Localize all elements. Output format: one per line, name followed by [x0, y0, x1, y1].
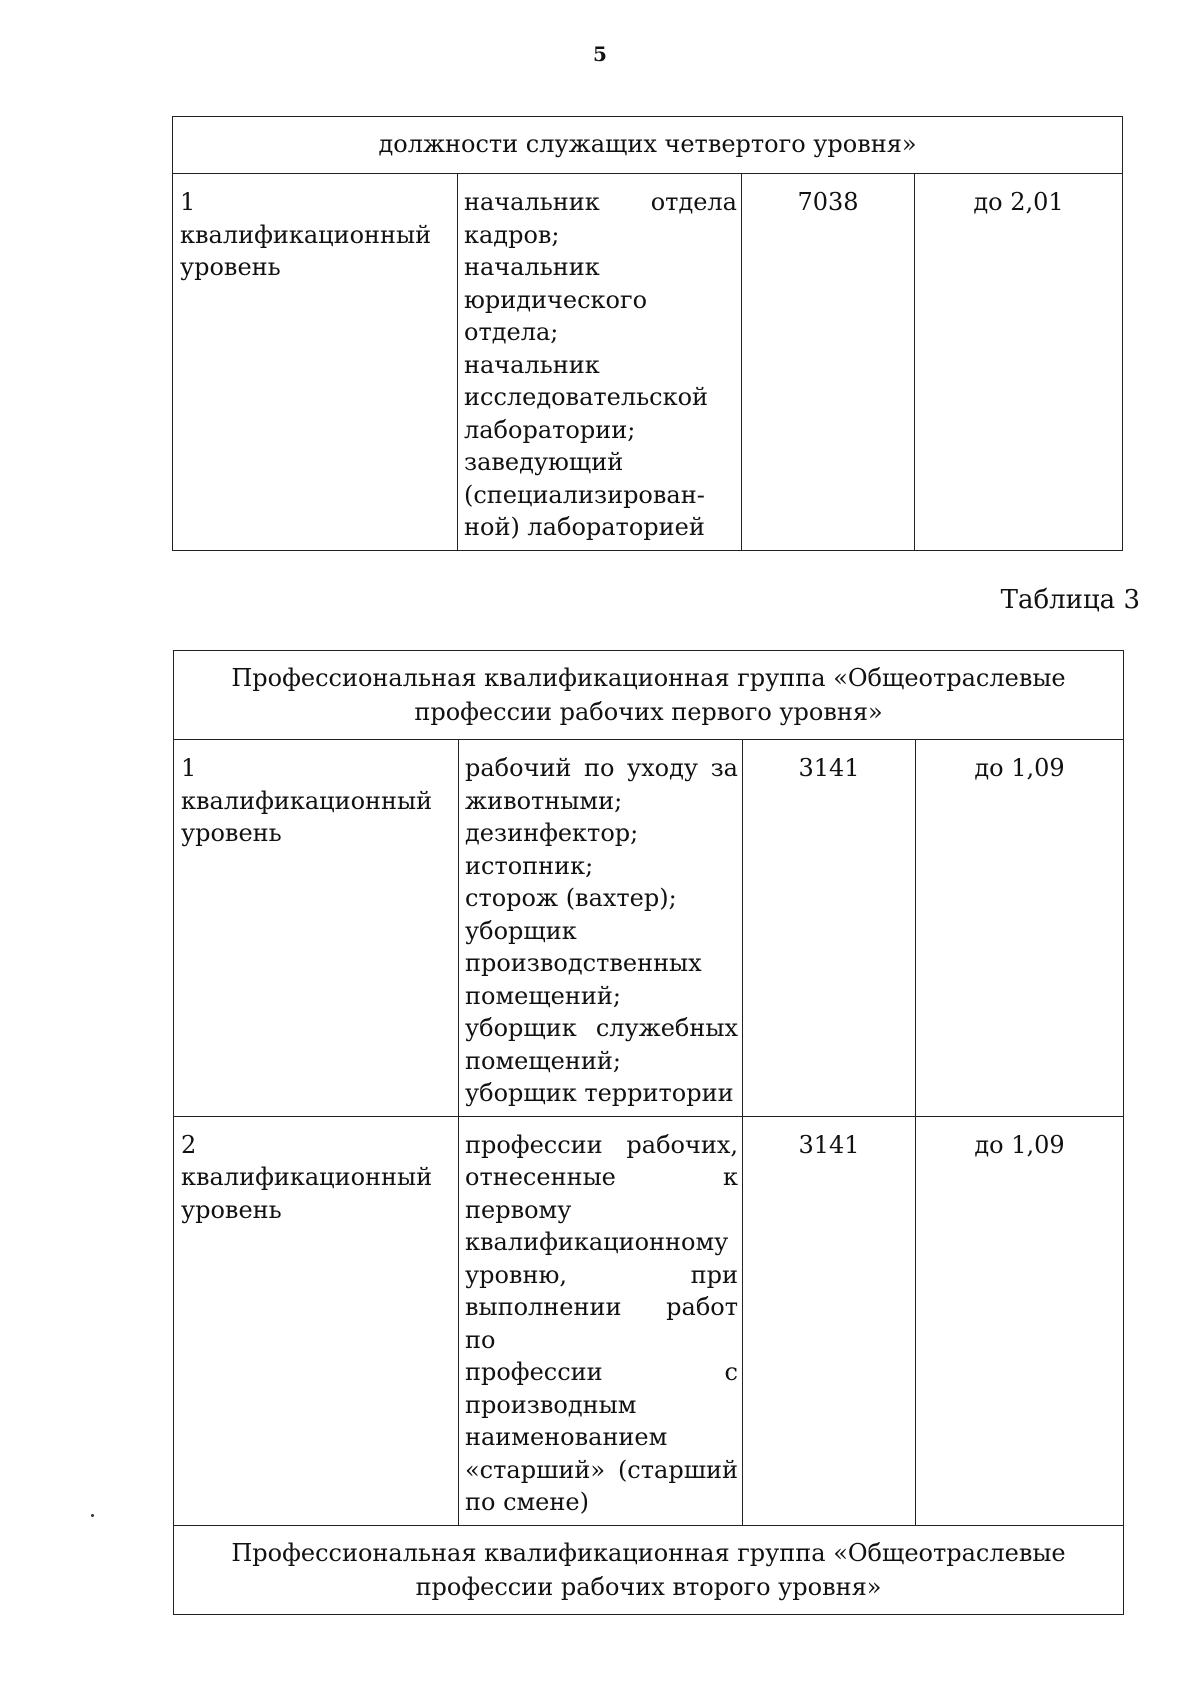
- position-line: начальник отдела: [464, 188, 737, 216]
- position-line: начальник: [464, 350, 600, 379]
- position-line: сторож (вахтер);: [465, 884, 677, 912]
- position-line: юридического: [464, 285, 648, 314]
- position-line: производным: [465, 1390, 637, 1419]
- position-line: профессии рабочих,: [465, 1130, 738, 1159]
- qualification-level-line: 1 квалификационный: [181, 754, 433, 815]
- position-line: рабочий по уходу за: [465, 754, 738, 782]
- position-line: первому: [465, 1195, 572, 1224]
- table-caption: Таблица 3: [1000, 585, 1140, 615]
- position-line: профессии с: [465, 1358, 738, 1386]
- table-fourth-level-positions: [172, 116, 1123, 551]
- qualification-level-line: уровень: [181, 819, 282, 847]
- position-line: (специализирован-: [464, 480, 705, 509]
- table-header-row: [174, 1525, 1124, 1614]
- coefficient-cell: до 1,09: [916, 740, 1124, 1117]
- position-line: исследовательской: [464, 383, 709, 411]
- positions-cell: [458, 174, 742, 551]
- page-number: 5: [593, 42, 607, 66]
- qualification-level-cell: [173, 174, 458, 551]
- group-header: Профессиональная квалификационная группа «Общеотраслевые профессии рабочих первого уровня»: [174, 651, 1124, 740]
- position-line: помещений;: [465, 1046, 621, 1075]
- qualification-level-line: 1 квалификационный: [180, 188, 432, 249]
- qualification-level-line: 2 квалификационный: [181, 1130, 433, 1191]
- position-line: квалификационному: [465, 1228, 729, 1256]
- position-line: лаборатории;: [464, 415, 636, 444]
- position-line: животными;: [465, 786, 623, 815]
- qualification-level-cell: [174, 1116, 459, 1525]
- group-header: должности служащих четвертого уровня»: [173, 117, 1123, 174]
- table-header-row: [173, 117, 1123, 174]
- position-line: производственных: [465, 949, 702, 977]
- positions-cell: [459, 740, 743, 1117]
- table-worker-professions: [173, 650, 1124, 1615]
- position-line: уровню, при: [465, 1260, 738, 1289]
- coefficient-cell: до 1,09: [916, 1116, 1124, 1525]
- coefficient-cell: до 2,01: [915, 174, 1123, 551]
- code-cell: 3141: [743, 1116, 916, 1525]
- position-line: истопник;: [465, 851, 594, 880]
- position-line: выполнении работ по: [465, 1293, 738, 1354]
- code-cell: 7038: [742, 174, 915, 551]
- table-row: [174, 740, 1124, 1117]
- position-line: «старший» (старший: [465, 1455, 738, 1484]
- position-line: начальник: [464, 253, 600, 281]
- position-line: отдела;: [464, 318, 559, 346]
- qualification-level-line: уровень: [180, 253, 281, 281]
- scan-speck: [91, 1514, 94, 1517]
- position-line: уборщик служебных: [465, 1014, 738, 1042]
- position-line: уборщик территории: [465, 1079, 734, 1107]
- positions-cell: [459, 1116, 743, 1525]
- position-line: помещений;: [465, 981, 621, 1010]
- code-cell: 3141: [743, 740, 916, 1117]
- position-line: уборщик: [465, 916, 577, 945]
- position-line: кадров;: [464, 220, 560, 249]
- position-line: отнесенные к: [465, 1163, 738, 1191]
- table-row: [173, 174, 1123, 551]
- group-header: Профессиональная квалификационная группа «Общеотраслевые профессии рабочих второго уровня»: [174, 1525, 1124, 1614]
- qualification-level-cell: [174, 740, 459, 1117]
- qualification-level-line: уровень: [181, 1195, 282, 1224]
- position-line: дезинфектор;: [465, 819, 639, 847]
- position-line: по смене): [465, 1488, 589, 1516]
- table-row: [174, 1116, 1124, 1525]
- position-line: ной) лабораторией: [464, 513, 705, 541]
- position-line: наименованием: [465, 1423, 668, 1451]
- table-header-row: [174, 651, 1124, 740]
- position-line: заведующий: [464, 448, 624, 476]
